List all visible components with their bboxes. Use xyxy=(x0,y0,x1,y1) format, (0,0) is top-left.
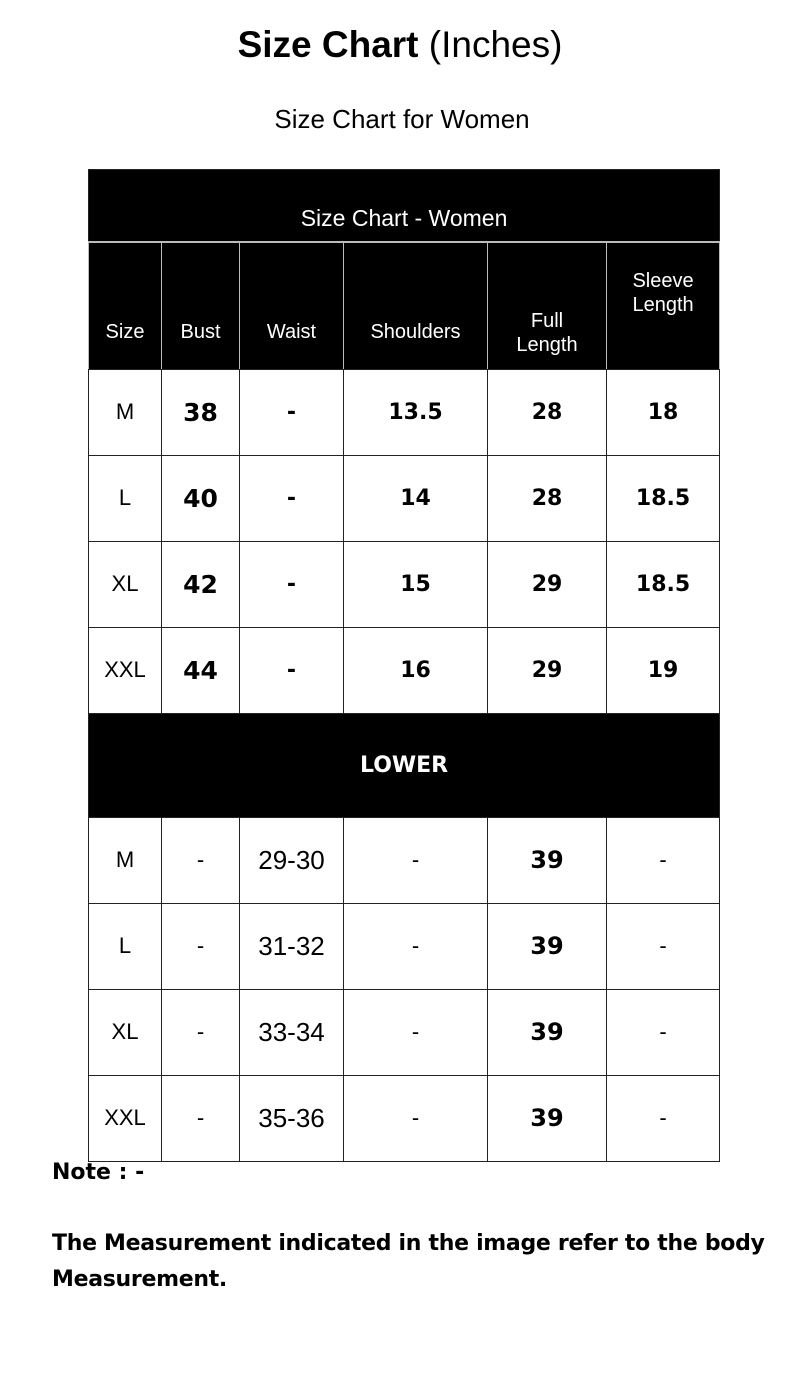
page-title xyxy=(0,24,800,66)
table-row xyxy=(89,903,720,989)
table-row xyxy=(89,541,720,627)
cell-shoulders: 16 xyxy=(344,627,488,713)
column-header-row xyxy=(89,242,720,370)
cell-waist: 35-36 xyxy=(240,1075,344,1161)
cell-shoulders: 13.5 xyxy=(344,369,488,455)
cell-size: XL xyxy=(89,541,162,627)
title-units: (Inches) xyxy=(418,24,563,65)
cell-shoulders: - xyxy=(344,989,488,1075)
cell-sleeve-length: 18.5 xyxy=(607,455,720,541)
cell-shoulders: - xyxy=(344,903,488,989)
lower-section xyxy=(89,817,720,1161)
upper-section xyxy=(89,369,720,713)
cell-size: L xyxy=(89,455,162,541)
cell-size: L xyxy=(89,903,162,989)
cell-waist: - xyxy=(240,627,344,713)
cell-sleeve-length: - xyxy=(607,1075,720,1161)
cell-size: XXL xyxy=(89,1075,162,1161)
cell-sleeve-length: 18 xyxy=(607,369,720,455)
table-row xyxy=(89,989,720,1075)
table-row xyxy=(89,369,720,455)
cell-bust: - xyxy=(162,903,240,989)
cell-sleeve-length: 18.5 xyxy=(607,541,720,627)
lower-section-label: LOWER xyxy=(89,713,720,817)
cell-bust: 38 xyxy=(162,369,240,455)
cell-full-length: 29 xyxy=(488,627,607,713)
cell-waist: 31-32 xyxy=(240,903,344,989)
full-line2: Length xyxy=(516,333,578,356)
cell-full-length: 28 xyxy=(488,455,607,541)
table-row xyxy=(89,817,720,903)
cell-bust: - xyxy=(162,817,240,903)
cell-sleeve-length: - xyxy=(607,989,720,1075)
title-bold: Size Chart xyxy=(237,24,419,65)
note-text: The Measurement indicated in the image refer to the body Measurement. xyxy=(52,1231,765,1292)
cell-size: M xyxy=(89,817,162,903)
cell-waist: 33-34 xyxy=(240,989,344,1075)
col-header-size: Size xyxy=(89,242,162,370)
cell-waist: - xyxy=(240,541,344,627)
table-banner-row xyxy=(89,170,720,242)
cell-sleeve-length: - xyxy=(607,903,720,989)
cell-bust: 40 xyxy=(162,455,240,541)
cell-full-length: 28 xyxy=(488,369,607,455)
cell-bust: - xyxy=(162,989,240,1075)
cell-shoulders: - xyxy=(344,1075,488,1161)
table-row xyxy=(89,627,720,713)
cell-full-length: 29 xyxy=(488,541,607,627)
table-row xyxy=(89,1075,720,1161)
cell-waist: - xyxy=(240,455,344,541)
note-label: Note : - xyxy=(52,1160,145,1185)
cell-bust: 42 xyxy=(162,541,240,627)
lower-section-header-row xyxy=(89,713,720,817)
sleeve-line2: Length xyxy=(632,293,694,316)
col-header-waist: Waist xyxy=(240,242,344,370)
full-line1: Full xyxy=(530,309,564,332)
cell-waist: 29-30 xyxy=(240,817,344,903)
cell-shoulders: 14 xyxy=(344,455,488,541)
cell-size: M xyxy=(89,369,162,455)
cell-bust: - xyxy=(162,1075,240,1161)
size-chart-table xyxy=(88,169,720,1162)
cell-waist: - xyxy=(240,369,344,455)
cell-bust: 44 xyxy=(162,627,240,713)
col-header-bust: Bust xyxy=(162,242,240,370)
cell-size: XL xyxy=(89,989,162,1075)
cell-full-length: 39 xyxy=(488,817,607,903)
col-header-full-length xyxy=(488,242,607,370)
cell-shoulders: 15 xyxy=(344,541,488,627)
sleeve-line1: Sleeve xyxy=(632,269,694,292)
cell-size: XXL xyxy=(89,627,162,713)
cell-sleeve-length: 19 xyxy=(607,627,720,713)
cell-full-length: 39 xyxy=(488,903,607,989)
cell-full-length: 39 xyxy=(488,1075,607,1161)
cell-sleeve-length: - xyxy=(607,817,720,903)
col-header-shoulders: Shoulders xyxy=(344,242,488,370)
col-header-sleeve-length xyxy=(607,242,720,370)
table-banner: Size Chart - Women xyxy=(89,170,720,242)
cell-full-length: 39 xyxy=(488,989,607,1075)
table-row xyxy=(89,455,720,541)
cell-shoulders: - xyxy=(344,817,488,903)
page-subtitle: Size Chart for Women xyxy=(274,104,530,134)
